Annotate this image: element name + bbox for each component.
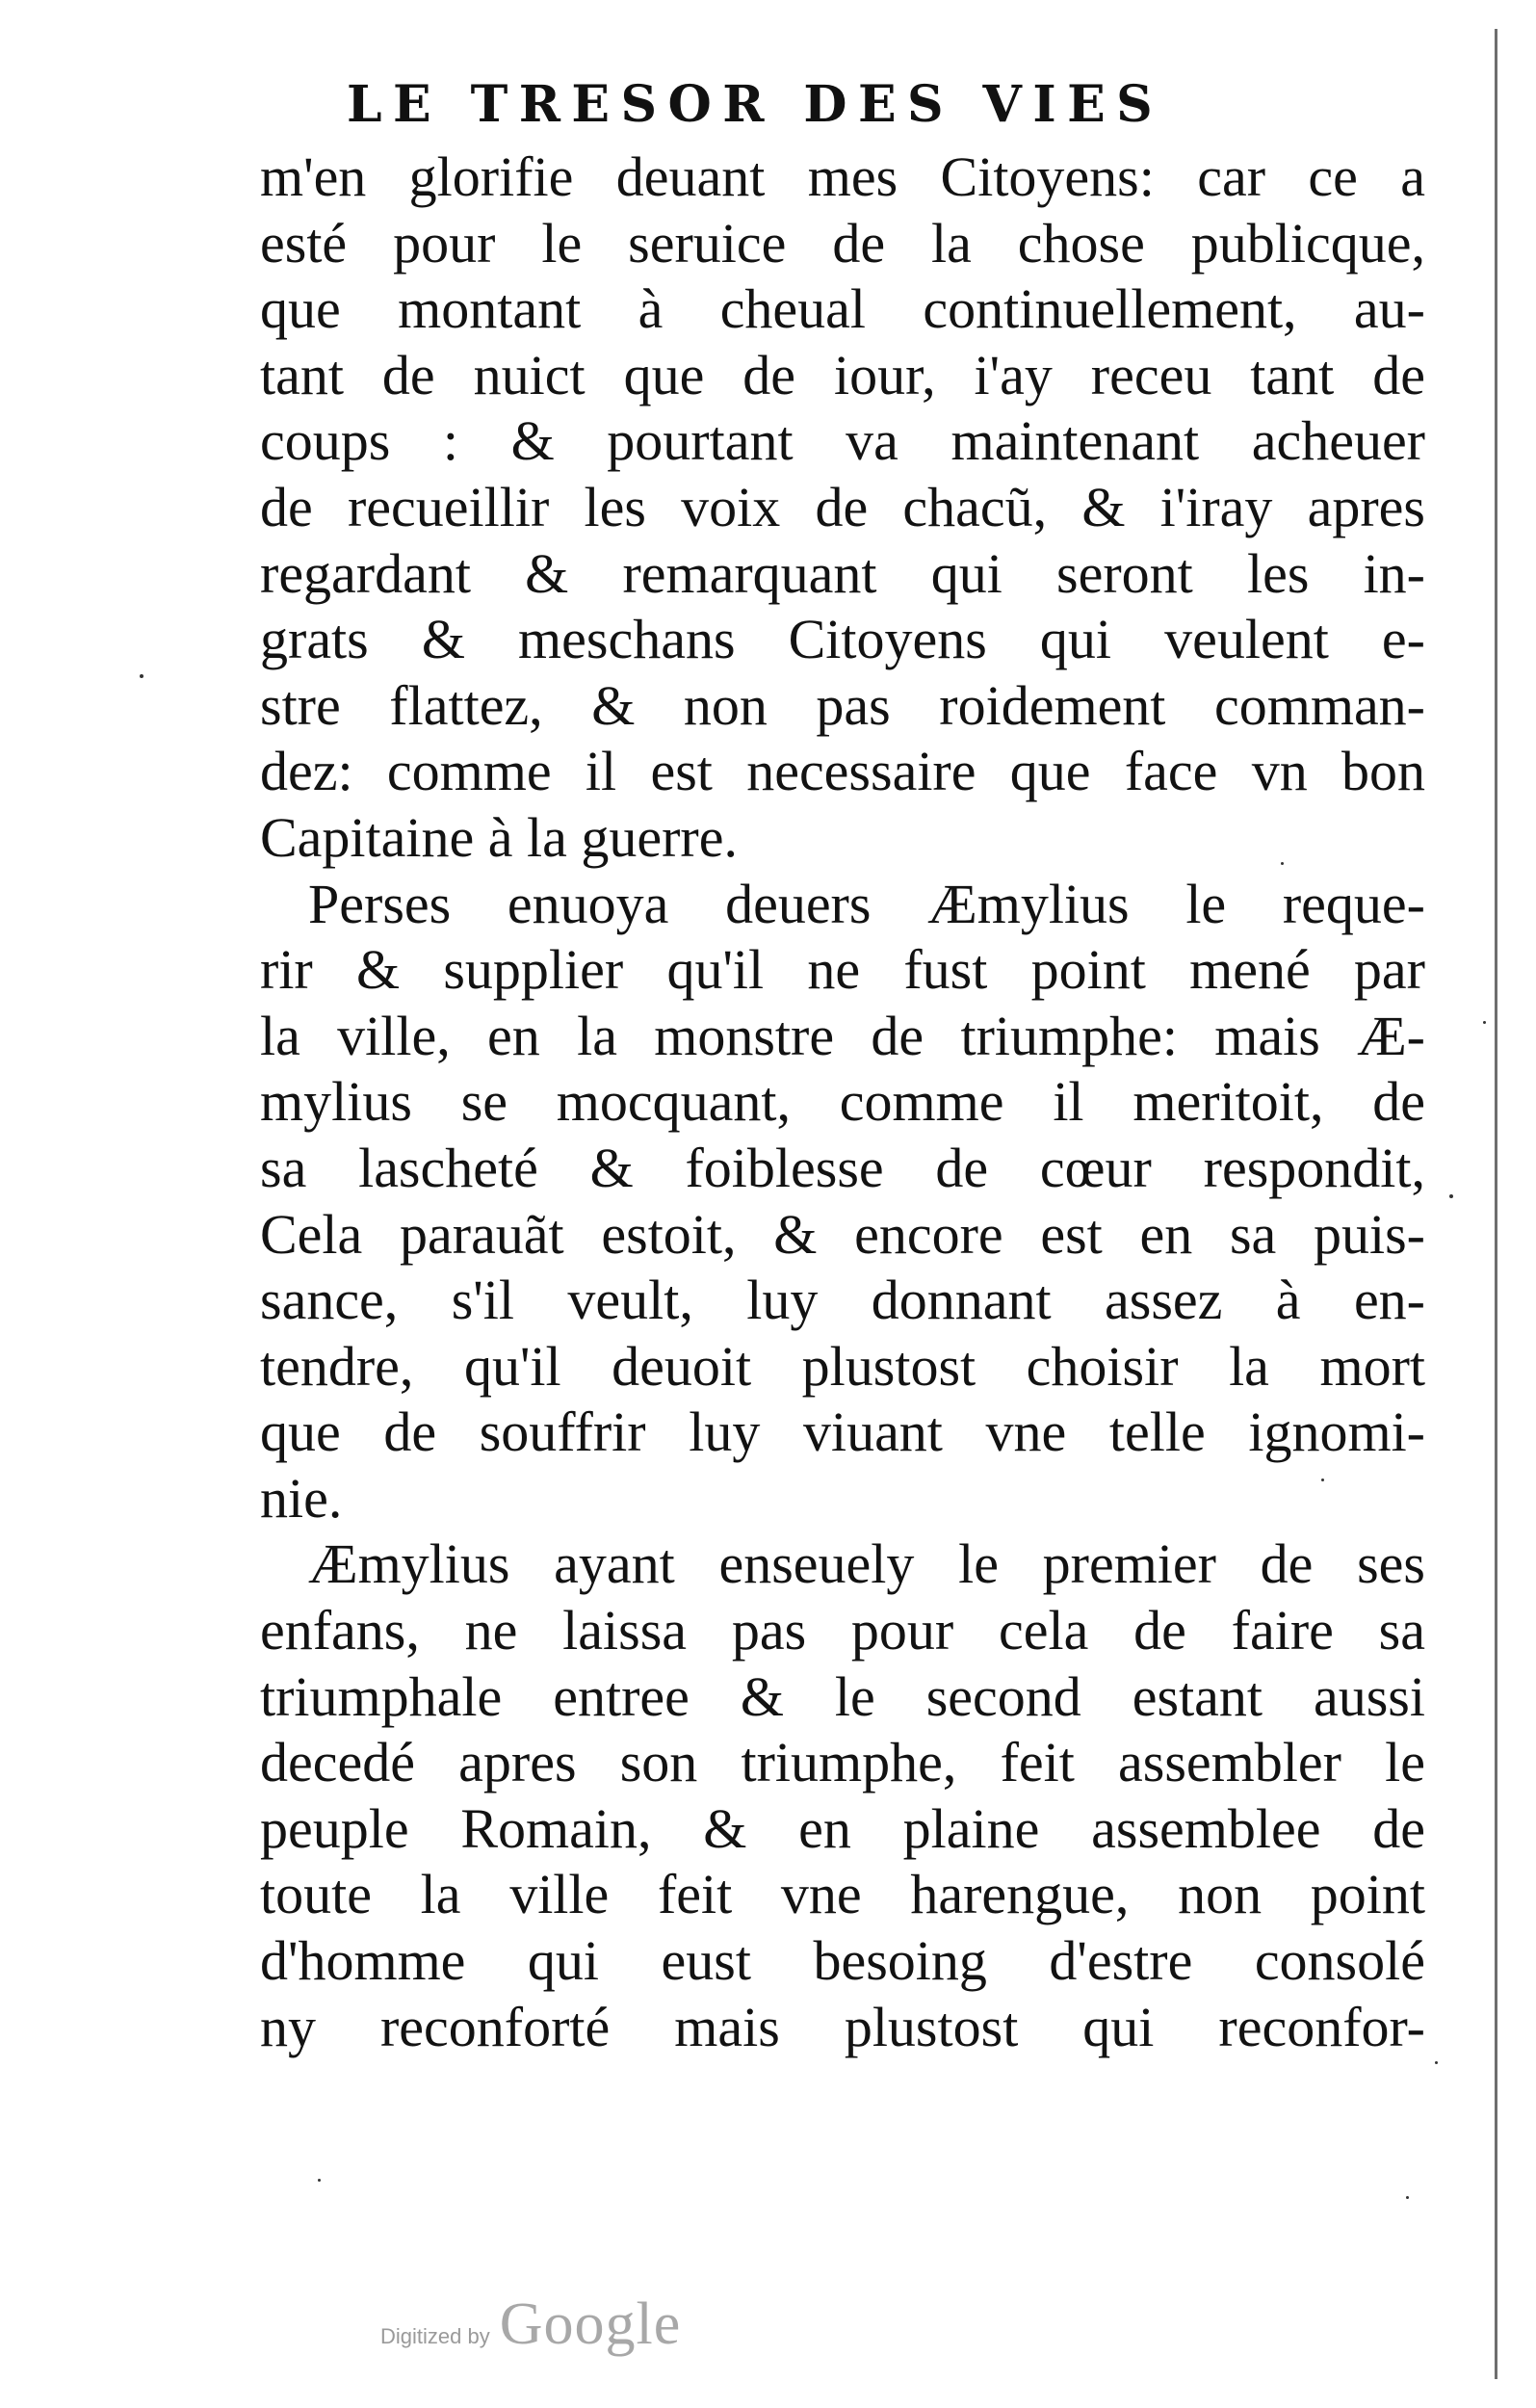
scan-speck	[1435, 2061, 1438, 2064]
text-line: mylius se mocquant, comme il meritoit, de	[260, 1070, 1425, 1134]
text-line: enfans, ne laissa pas pour cela de faire sa	[260, 1599, 1425, 1662]
text-line: de recueillir les voix de chacũ, & i'iray apres	[260, 475, 1425, 538]
digitization-watermark	[380, 2290, 681, 2359]
scan-speck	[1406, 2196, 1409, 2199]
scan-speck	[1321, 1479, 1324, 1481]
text-line: Cela parauãt estoit, & encore est en sa puis-	[260, 1202, 1425, 1266]
text-line: ny reconforté mais plustost qui reconfor-	[260, 1995, 1425, 2058]
text-line: peuple Romain, & en plaine assemblee de	[260, 1796, 1425, 1860]
text-line: que de souffrir luy viuant vne telle ignomi-	[260, 1400, 1425, 1464]
text-line: Capitaine à la guerre.	[260, 805, 738, 869]
text-line: Æmylius ayant enseuely le premier de ses	[308, 1532, 1425, 1596]
text-line: tant de nuict que de iour, i'ay receu tant de	[260, 343, 1425, 406]
running-head: LE TRESOR DES VIES	[347, 75, 1164, 134]
text-line: esté pour le seruice de la chose publicque,	[260, 211, 1425, 275]
text-line: sance, s'il veult, luy donnant assez à en-	[260, 1269, 1425, 1332]
text-line: tendre, qu'il deuoit plustost choisir la mort	[260, 1334, 1425, 1398]
text-line: grats & meschans Citoyens qui veulent e-	[260, 608, 1425, 671]
text-line: Perses enuoya deuers Æmylius le reque-	[308, 872, 1425, 935]
text-line: que montant à cheual continuellement, au-	[260, 277, 1425, 341]
text-line: coups : & pourtant va maintenant acheuer	[260, 409, 1425, 473]
scan-speck	[1281, 862, 1284, 865]
text-line: stre flattez, & non pas roidement comman-	[260, 673, 1425, 737]
scan-speck	[1483, 1021, 1486, 1024]
text-line: toute la ville feit vne harengue, non point	[260, 1863, 1425, 1926]
text-line: m'en glorifie deuant mes Citoyens: car ce a	[260, 145, 1425, 208]
google-logo: Google	[499, 2291, 682, 2357]
text-line: nie.	[260, 1466, 343, 1530]
scan-speck	[140, 674, 143, 678]
text-line: rir & supplier qu'il ne fust point mené par	[260, 938, 1425, 1002]
text-line: triumphale entree & le second estant aussi	[260, 1664, 1425, 1728]
watermark-prefix: Digitized by	[380, 2324, 490, 2348]
page-edge-shadow	[1495, 29, 1497, 2379]
text-line: la ville, en la monstre de triumphe: mais Æ-	[260, 1004, 1425, 1067]
scan-speck	[318, 2179, 321, 2182]
body-text	[260, 144, 1425, 2060]
text-line: dez: comme il est necessaire que face vn bon	[260, 740, 1425, 803]
scan-speck	[1449, 1194, 1453, 1198]
text-line: sa lascheté & foiblesse de cœur respondit,	[260, 1136, 1425, 1199]
text-line: regardant & remarquant qui seront les in-	[260, 541, 1425, 605]
text-line: decedé apres son triumphe, feit assembler le	[260, 1731, 1425, 1794]
text-line: d'homme qui eust besoing d'estre consolé	[260, 1929, 1425, 1993]
